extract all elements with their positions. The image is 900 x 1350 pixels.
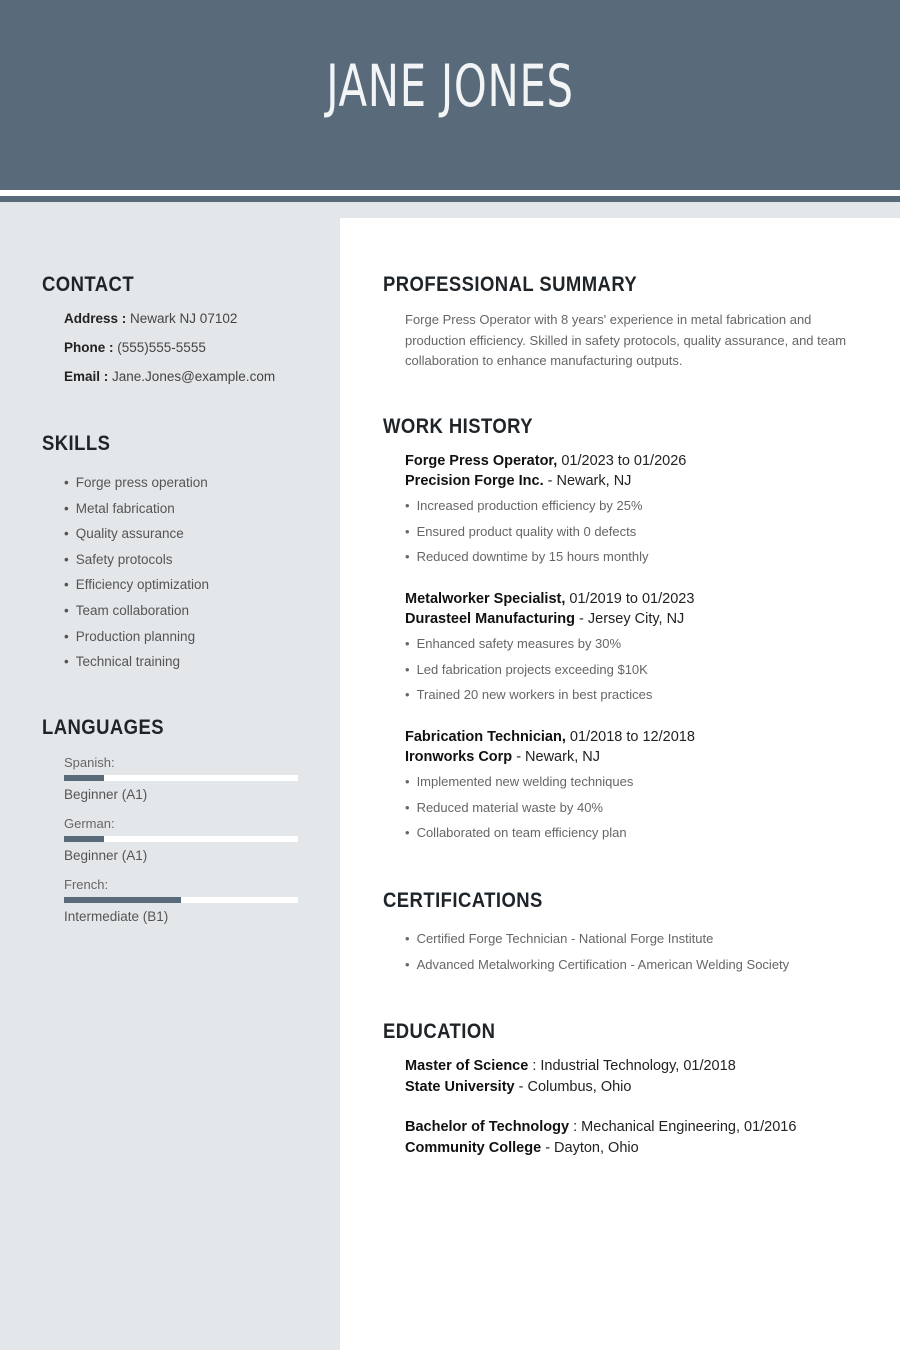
language-level: Intermediate (B1) [64,909,169,924]
education-entry [405,1117,796,1158]
degree-field: : Industrial Technology, 01/2018 [532,1058,736,1074]
skill-item: • Production planning [64,629,209,655]
school-location: - Columbus, Ohio [518,1078,632,1095]
certifications-list [405,931,789,982]
skills-list [64,475,209,680]
job-company: Durasteel Manufacturing [405,611,575,627]
email-value: Jane.Jones@example.com [112,369,276,384]
job-location: - Jersey City, NJ [579,611,685,627]
work-history-heading: WORK HISTORY [383,415,534,438]
degree-field: : Mechanical Engineering, 01/2016 [573,1119,797,1135]
language-level: Beginner (A1) [64,787,148,802]
job-company: Precision Forge Inc. [405,473,544,489]
job-bullet: • Reduced material waste by 40% [405,800,633,826]
phone-value: (555)555-5555 [117,340,206,355]
main-top-band [340,202,900,218]
education-heading: EDUCATION [383,1020,496,1043]
summary-text: Forge Press Operator with 8 years' experience in metal fabrication and production efficiency. Skilled in safety protocols, quality assurance, and team collaboration to enhance manufacturing outputs. [405,312,847,368]
job-bullet: • Led fabrication projects exceeding $10K [405,662,652,688]
language-spanish [64,755,298,802]
language-name: Spanish: [64,755,115,770]
contact-phone [64,340,206,355]
language-level-fill [64,836,104,842]
degree: Bachelor of Technology [405,1119,570,1135]
contact-heading: CONTACT [42,273,135,296]
skill-item: • Quality assurance [64,526,209,552]
job-bullet: • Enhanced safety measures by 30% [405,636,652,662]
job-bullet: • Reduced downtime by 15 hours monthly [405,549,649,575]
language-level-fill [64,775,104,781]
language-name: German: [64,816,115,831]
certification-item: • Advanced Metalworking Certification - American Welding Society [405,957,789,983]
candidate-name: JANE JONES [326,52,574,120]
skills-heading: SKILLS [42,432,111,455]
phone-label: Phone : [64,340,114,355]
job-role: Fabrication Technician, [405,729,566,745]
skill-item: • Technical training [64,654,209,680]
job-company: Ironworks Corp [405,749,513,765]
school: Community College [405,1139,542,1156]
job-location: - Newark, NJ [516,749,600,765]
address-label: Address : [64,311,127,326]
skill-item: • Efficiency optimization [64,577,209,603]
job-location: - Newark, NJ [547,473,632,489]
job-role: Forge Press Operator, [405,453,558,469]
languages-heading: LANGUAGES [42,716,165,739]
language-level-bar [64,897,298,903]
language-level-bar [64,836,298,842]
job-bullet: • Increased production efficiency by 25% [405,498,649,524]
language-level-fill [64,897,181,903]
degree: Master of Science [405,1058,529,1074]
language-name: French: [64,877,109,892]
job-title-line [405,451,686,491]
skill-item: • Metal fabrication [64,501,209,527]
summary-heading: PROFESSIONAL SUMMARY [383,273,638,296]
resume-header [0,0,900,190]
job-bullets [405,774,633,851]
contact-address [64,311,237,326]
language-french [64,877,298,924]
skill-item: • Safety protocols [64,552,209,578]
skill-item: • Forge press operation [64,475,209,501]
job-dates: 01/2019 to 01/2023 [569,591,695,607]
job-bullet: • Collaborated on team efficiency plan [405,825,633,851]
school-location: - Dayton, Ohio [545,1139,639,1156]
language-level: Beginner (A1) [64,848,148,863]
job-title-line [405,727,695,767]
job-bullet: • Ensured product quality with 0 defects [405,524,649,550]
email-label: Email : [64,369,109,384]
job-bullets [405,498,649,575]
job-role: Metalworker Specialist, [405,591,566,607]
job-dates: 01/2018 to 12/2018 [569,729,695,745]
language-german [64,816,298,863]
certifications-heading: CERTIFICATIONS [383,889,543,912]
job-dates: 01/2023 to 01/2026 [561,453,687,469]
job-title-line [405,589,694,629]
certification-item: • Certified Forge Technician - National Forge Institute [405,931,789,957]
job-bullets [405,636,652,713]
education-entry [405,1056,736,1097]
school: State University [405,1078,515,1095]
job-bullet: • Trained 20 new workers in best practices [405,687,652,713]
address-value: Newark NJ 07102 [130,311,238,326]
contact-email [64,369,275,384]
skill-item: • Team collaboration [64,603,209,629]
language-level-bar [64,775,298,781]
job-bullet: • Implemented new welding techniques [405,774,633,800]
